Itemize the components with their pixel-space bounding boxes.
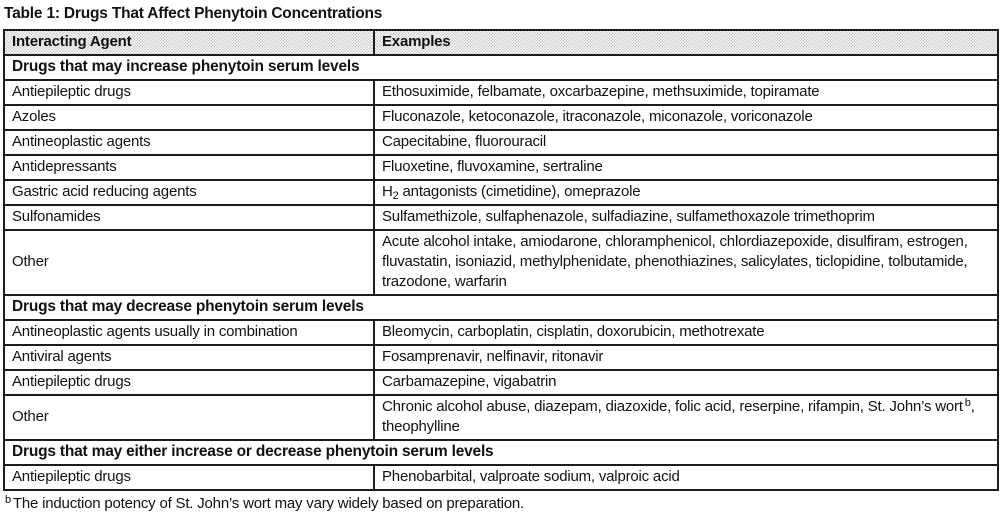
footnote-reference-superscript: b (964, 397, 971, 409)
examples-text: , theophylline (382, 398, 975, 435)
agent-cell: Sulfonamides (4, 205, 374, 230)
section-header-row (4, 55, 998, 80)
agent-cell: Antiepileptic drugs (4, 80, 374, 105)
examples-cell: Bleomycin, carboplatin, cisplatin, doxorubicin, methotrexate (374, 320, 998, 345)
table-row (4, 205, 998, 230)
examples-cell: Acute alcohol intake, amiodarone, chloramphenicol, chlordiazepoxide, disulfiram, estrogen, fluvastatin, isoniazid, methylphenidate, phenothiazines, salicylates, ticlopidine, tolbutamide, trazodone, warfarin (374, 230, 998, 295)
agent-cell: Gastric acid reducing agents (4, 180, 374, 205)
examples-text: Chronic alcohol abuse, diazepam, diazoxide, folic acid, reserpine, rifampin, St. John’s wort (382, 398, 963, 415)
examples-cell (374, 180, 998, 205)
examples-text: H (382, 183, 393, 200)
section-header-row (4, 295, 998, 320)
examples-cell: Ethosuximide, felbamate, oxcarbazepine, methsuximide, topiramate (374, 80, 998, 105)
examples-cell: Capecitabine, fluorouracil (374, 130, 998, 155)
examples-text: antagonists (cimetidine), omeprazole (398, 183, 641, 200)
table-row (4, 370, 998, 395)
examples-cell: Fluoxetine, fluvoxamine, sertraline (374, 155, 998, 180)
examples-cell: Carbamazepine, vigabatrin (374, 370, 998, 395)
examples-cell: Phenobarbital, valproate sodium, valproic acid (374, 465, 998, 490)
header-interacting-agent: Interacting Agent (4, 30, 374, 55)
section-label-decrease: Drugs that may decrease phenytoin serum levels (4, 295, 998, 320)
footnote (5, 495, 998, 512)
examples-cell: Fluconazole, ketoconazole, itraconazole, miconazole, voriconazole (374, 105, 998, 130)
agent-cell: Antineoplastic agents usually in combination (4, 320, 374, 345)
table-row (4, 155, 998, 180)
agent-cell: Antiepileptic drugs (4, 465, 374, 490)
drug-interactions-table (3, 29, 999, 491)
table-row (4, 395, 998, 440)
section-label-increase: Drugs that may increase phenytoin serum levels (4, 55, 998, 80)
agent-cell: Antidepressants (4, 155, 374, 180)
table-row (4, 345, 998, 370)
footnote-text: The induction potency of St. John’s wort may vary widely based on preparation. (12, 495, 524, 512)
table-row (4, 180, 998, 205)
agent-cell: Antineoplastic agents (4, 130, 374, 155)
agent-cell: Other (4, 230, 374, 295)
agent-cell: Antiviral agents (4, 345, 374, 370)
agent-cell: Other (4, 395, 374, 440)
header-examples: Examples (374, 30, 998, 55)
section-header-row (4, 440, 998, 465)
examples-cell (374, 395, 998, 440)
table-row (4, 130, 998, 155)
footnote-marker-superscript: b (5, 494, 11, 506)
agent-cell: Antiepileptic drugs (4, 370, 374, 395)
table-row (4, 105, 998, 130)
table-row (4, 465, 998, 490)
table-title: Table 1: Drugs That Affect Phenytoin Concentrations (4, 5, 383, 22)
section-label-either: Drugs that may either increase or decrease phenytoin serum levels (4, 440, 998, 465)
examples-cell: Sulfamethizole, sulfaphenazole, sulfadiazine, sulfamethoxazole trimethoprim (374, 205, 998, 230)
table-row (4, 230, 998, 295)
h2-subscript: 2 (392, 190, 399, 202)
table-header-row (4, 30, 998, 55)
table-row (4, 80, 998, 105)
table-row (4, 320, 998, 345)
agent-cell: Azoles (4, 105, 374, 130)
examples-cell: Fosamprenavir, nelfinavir, ritonavir (374, 345, 998, 370)
